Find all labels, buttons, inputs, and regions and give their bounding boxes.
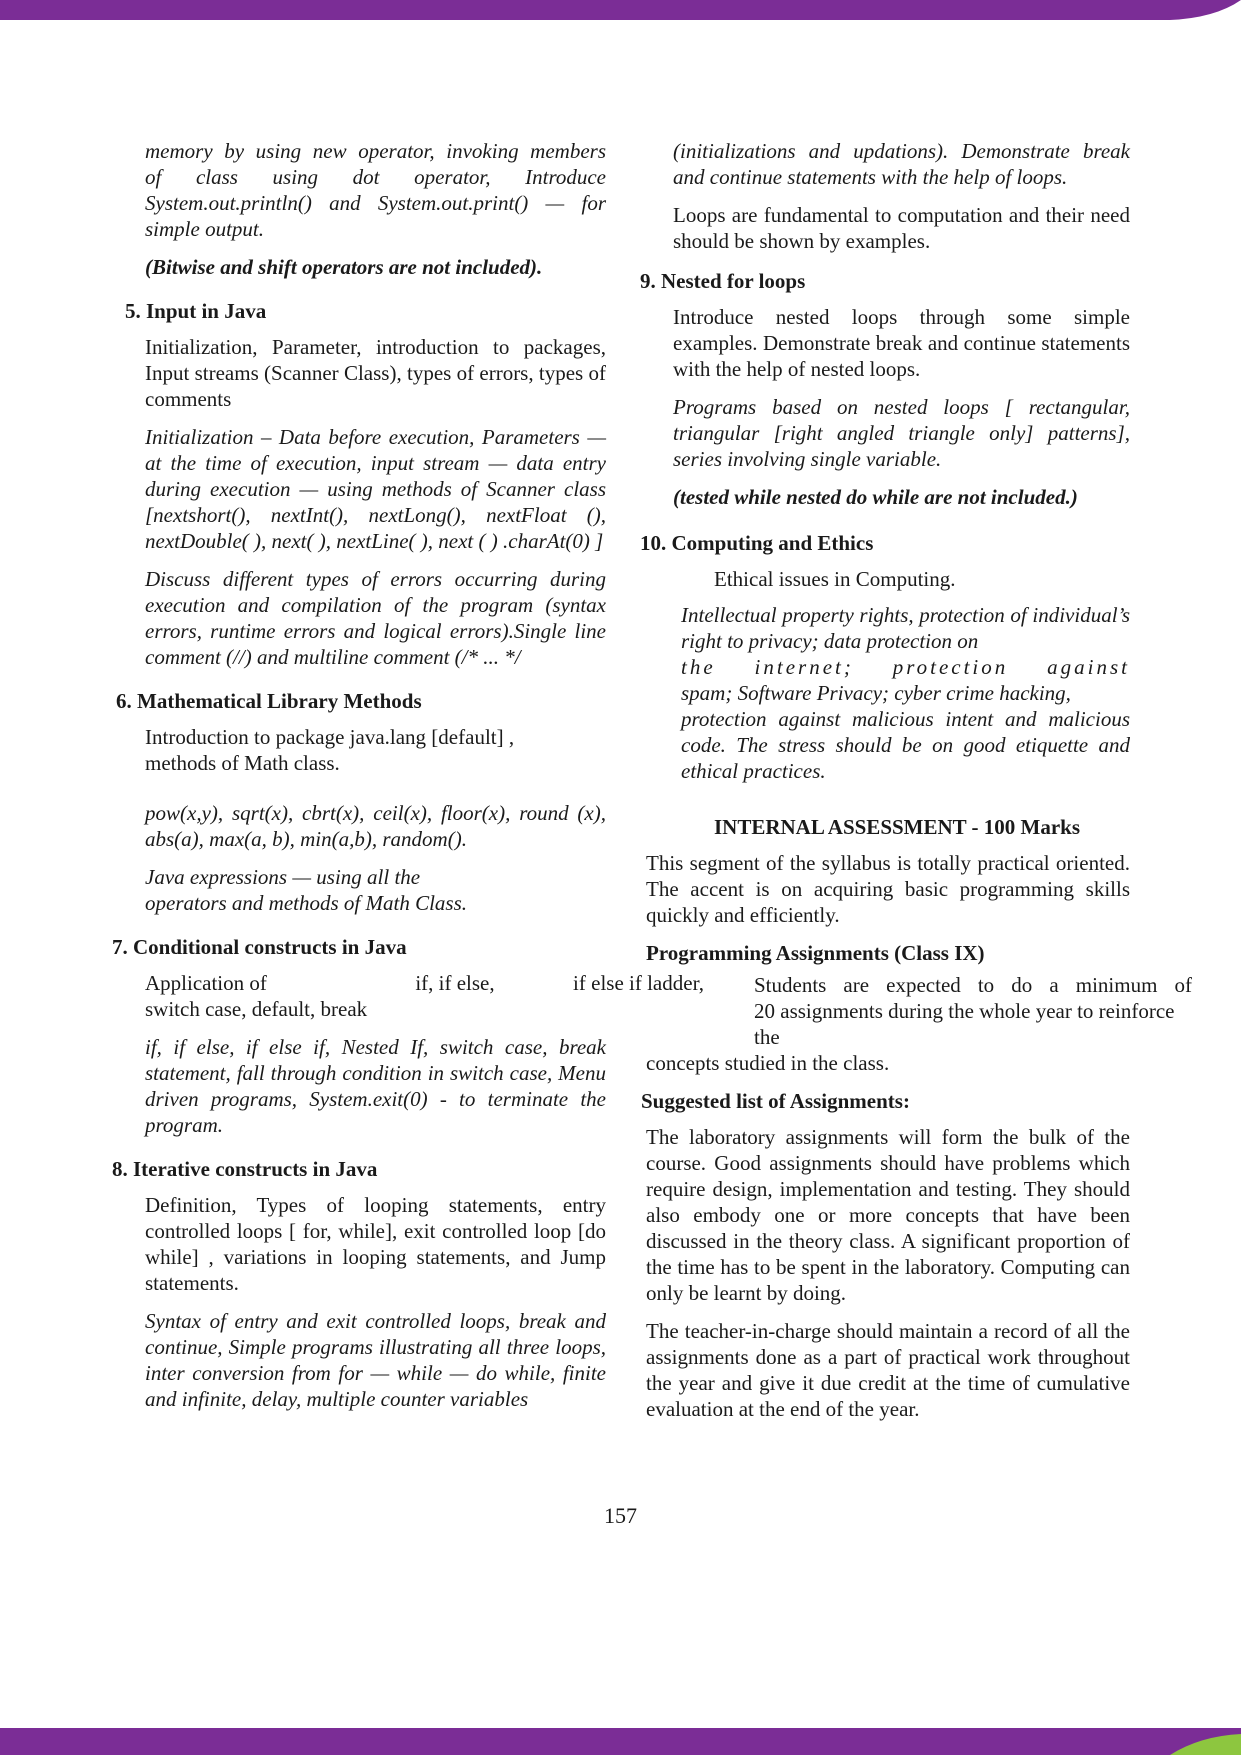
section-7-application-row bbox=[145, 970, 704, 996]
page-number: 157 bbox=[604, 1503, 637, 1528]
section-6-expressions bbox=[112, 864, 606, 916]
section-5-detail: Initialization – Data before execution, Parameters — at the time of execution, input stream — data entry during execution — using methods of Scanner class [nextshort(), nextInt(), nextLong(), nextFloat (), nextDouble( ), next( ), nextLine( ), next ( ) .charAt(0) ] bbox=[145, 425, 606, 553]
java-objects-continuation bbox=[112, 138, 606, 242]
programming-assignments-body bbox=[640, 972, 1192, 1076]
cont-line-4: simple output. bbox=[145, 217, 264, 241]
footer-bar-base bbox=[0, 1728, 1241, 1755]
section-8-body: Definition, Types of looping statements, entry controlled loops [ for, while], exit controlled loop [do while] , variations in looping statements, and Jump statements. bbox=[145, 1193, 606, 1295]
section-6-expr-line-2: operators and methods of Math Class. bbox=[145, 891, 468, 915]
header-bar-shape bbox=[0, 0, 1241, 20]
section-7-app-a: Application of bbox=[145, 971, 267, 995]
section-9-body: Introduce nested loops through some simple examples. Demonstrate break and continue statements with the help of nested loops. bbox=[673, 305, 1130, 381]
laboratory-assignments: The laboratory assignments will form the bulk of the course. Good assignments should have problems which require design, implementation and testing. They should also embody one or more concepts that have been discussed in the theory class. A significant proportion of the time has to be spent in the laboratory. Computing can only be learnt by doing. bbox=[646, 1125, 1130, 1305]
section-10-line-3: spam; Software Privacy; cyber crime hacking, bbox=[681, 681, 1071, 705]
teacher-in-charge: The teacher-in-charge should maintain a record of all the assignments done as a part of practical work throughout the year and give it due credit at the time of cumulative evaluation at the end of the year. bbox=[646, 1319, 1130, 1421]
section-5-heading: 5. Input in Java bbox=[125, 299, 267, 323]
internal-assessment-heading: INTERNAL ASSESSMENT - 100 Marks bbox=[714, 815, 1081, 839]
section-7-heading: 7. Conditional constructs in Java bbox=[112, 935, 407, 959]
footer-bar bbox=[0, 1728, 1241, 1755]
students-line-2: 20 assignments during the whole year to reinforce the bbox=[754, 999, 1175, 1049]
section-10-line-2: the internet; protection against bbox=[681, 655, 1130, 679]
section-7-detail: if, if else, if else if, Nested If, switch case, break statement, fall through condition in switch case, Menu driven programs, System.exit(0) - to terminate the program. bbox=[145, 1035, 606, 1137]
section-10-line-4: protection against malicious intent and malicious code. The stress should be on good etiquette and ethical practices. bbox=[681, 707, 1130, 783]
section-6-body-line-1: Introduction to package java.lang [default] , bbox=[145, 725, 515, 749]
section-5-errors: Discuss different types of errors occurring during execution and compilation of the program (syntax errors, runtime errors and logical errors).Single line comment (//) and multiline comment (/* ... */ bbox=[145, 567, 606, 669]
right-column bbox=[640, 138, 1192, 1434]
bitwise-note: (Bitwise and shift operators are not included). bbox=[145, 255, 543, 279]
loops-need: Loops are fundamental to computation and their need should be shown by examples. bbox=[673, 203, 1130, 253]
section-10-heading: 10. Computing and Ethics bbox=[640, 531, 874, 555]
section-6-body bbox=[112, 724, 606, 776]
section-6-body-line-2: methods of Math class. bbox=[145, 751, 340, 775]
section-5-body: Initialization, Parameter, introduction to packages, Input streams (Scanner Class), types of errors, types of comments bbox=[145, 335, 606, 411]
section-9-note: (tested while nested do while are not included.) bbox=[673, 485, 1078, 509]
left-column bbox=[112, 138, 704, 1424]
section-6-expr-line-1: Java expressions — using all the bbox=[145, 865, 421, 889]
internal-assessment-body: This segment of the syllabus is totally practical oriented. The accent is on acquiring basic programming skills quickly and efficiently. bbox=[646, 851, 1130, 927]
cont-line-1: memory by using new operator, invoking members bbox=[145, 139, 606, 163]
section-7-body-line-2: switch case, default, break bbox=[145, 997, 368, 1021]
section-9-heading: 9. Nested for loops bbox=[640, 269, 806, 293]
section-8-continuation: (initializations and updations). Demonstrate break and continue statements with the help of loops. bbox=[673, 139, 1130, 189]
section-7-body bbox=[112, 970, 704, 1022]
section-7-app-b: if, if else, bbox=[415, 971, 495, 995]
cont-line-2: of class using dot operator, Introduce bbox=[145, 165, 606, 189]
section-7-app-c: if else if ladder, bbox=[573, 971, 704, 995]
section-8-heading: 8. Iterative constructs in Java bbox=[112, 1157, 378, 1181]
section-8-detail: Syntax of entry and exit controlled loops, break and continue, Simple programs illustrating all three loops, inter conversion from for — while — do while, finite and infinite, delay, multiple counter variables bbox=[145, 1309, 606, 1411]
section-10-line-1: Intellectual property rights, protection of individual’s right to privacy; data protection on bbox=[681, 603, 1130, 653]
section-10-intro: Ethical issues in Computing. bbox=[714, 567, 956, 591]
programming-assignments-heading: Programming Assignments (Class IX) bbox=[646, 941, 985, 965]
suggested-list-heading: Suggested list of Assignments: bbox=[641, 1089, 910, 1113]
section-6-heading: 6. Mathematical Library Methods bbox=[116, 689, 422, 713]
students-line-1: Students are expected to do a minimum of bbox=[754, 973, 1192, 997]
section-9-programs: Programs based on nested loops [ rectangular, triangular [right angled triangle only] patterns], series involving single variable. bbox=[673, 395, 1130, 471]
section-6-functions: pow(x,y), sqrt(x), cbrt(x), ceil(x), floor(x), round (x), abs(a), max(a, b), min(a,b), random(). bbox=[145, 801, 606, 851]
header-bar bbox=[0, 0, 1241, 20]
cont-line-3: System.out.println() and System.out.print() — for bbox=[145, 191, 606, 215]
section-10-detail bbox=[640, 602, 1130, 784]
students-line-3: concepts studied in the class. bbox=[646, 1051, 890, 1075]
